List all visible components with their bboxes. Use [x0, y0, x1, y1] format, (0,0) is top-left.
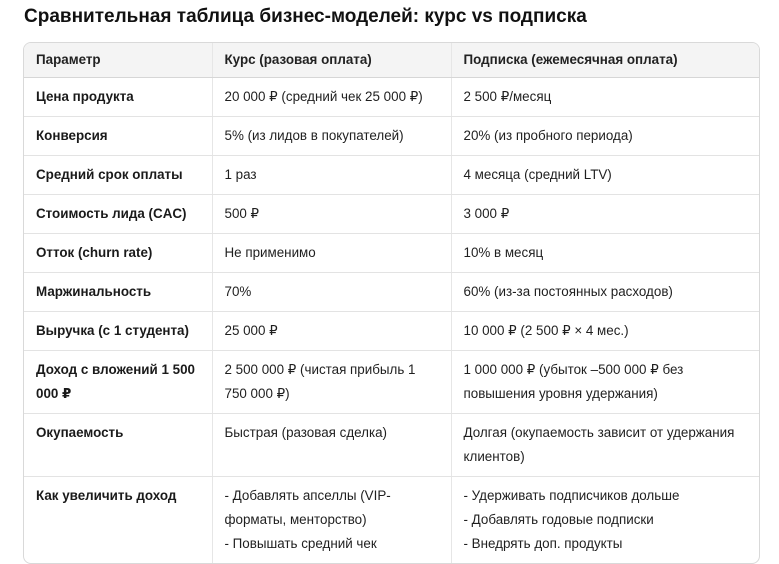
row-course-value: 20 000 ₽ (средний чек 25 000 ₽) — [212, 78, 451, 117]
row-parameter: Маржинальность — [24, 273, 212, 312]
row-subscription-value: 3 000 ₽ — [451, 195, 759, 234]
table-row — [24, 117, 759, 156]
column-header-subscription: Подписка (ежемесячная оплата) — [451, 43, 759, 78]
row-parameter: Как увеличить доход — [36, 488, 177, 503]
row-course-value: Быстрая (разовая сделка) — [212, 414, 451, 477]
subscription-bullet-item: - Внедрять доп. продукты — [463, 536, 623, 551]
row-parameter: Доход с вложений 1 500 000 ₽ — [24, 351, 212, 414]
row-course-value: 500 ₽ — [212, 195, 451, 234]
table-row — [24, 78, 759, 117]
row-parameter: Конверсия — [24, 117, 212, 156]
row-course-value: 70% — [212, 273, 451, 312]
row-subscription-value: 10% в месяц — [451, 234, 759, 273]
table-row — [24, 414, 759, 477]
page-title: Сравнительная таблица бизнес-моделей: курс vs подписка — [24, 6, 587, 27]
course-bullet-item: - Добавлять апселлы (VIP-форматы, менторство) — [224, 488, 391, 527]
table-row — [24, 273, 759, 312]
row-subscription-value: Долгая (окупаемость зависит от удержания клиентов) — [451, 414, 759, 477]
table-row — [24, 234, 759, 273]
row-subscription-value: 4 месяца (средний LTV) — [451, 156, 759, 195]
subscription-bullet-item: - Добавлять годовые подписки — [463, 512, 654, 527]
course-bullet-item: - Повышать средний чек — [224, 536, 377, 551]
table-row — [24, 195, 759, 234]
subscription-bullet-item: - Удерживать подписчиков дольше — [463, 488, 680, 503]
row-parameter: Средний срок оплаты — [24, 156, 212, 195]
row-subscription-value: 1 000 000 ₽ (убыток –500 000 ₽ без повышения уровня удержания) — [451, 351, 759, 414]
row-subscription-value — [451, 477, 759, 564]
table-row — [24, 156, 759, 195]
row-course-value: 5% (из лидов в покупателей) — [212, 117, 451, 156]
row-subscription-value: 10 000 ₽ (2 500 ₽ × 4 мес.) — [451, 312, 759, 351]
row-course-value: 1 раз — [212, 156, 451, 195]
row-parameter: Окупаемость — [24, 414, 212, 477]
row-course-value: Не применимо — [212, 234, 451, 273]
row-course-value — [212, 477, 451, 564]
column-header-course: Курс (разовая оплата) — [212, 43, 451, 78]
table-row — [24, 477, 759, 564]
row-parameter: Выручка (с 1 студента) — [24, 312, 212, 351]
row-course-value: 25 000 ₽ — [212, 312, 451, 351]
row-parameter: Отток (churn rate) — [24, 234, 212, 273]
row-parameter: Цена продукта — [24, 78, 212, 117]
row-parameter: Стоимость лида (CAC) — [24, 195, 212, 234]
table-row — [24, 351, 759, 414]
table-header-row — [24, 43, 759, 78]
row-subscription-value: 20% (из пробного периода) — [451, 117, 759, 156]
table-row — [24, 312, 759, 351]
row-subscription-value: 60% (из-за постоянных расходов) — [451, 273, 759, 312]
column-header-parameter: Параметр — [24, 43, 212, 78]
row-subscription-value: 2 500 ₽/месяц — [451, 78, 759, 117]
comparison-table — [24, 43, 759, 563]
comparison-table-container — [23, 42, 760, 564]
row-course-value: 2 500 000 ₽ (чистая прибыль 1 750 000 ₽) — [212, 351, 451, 414]
